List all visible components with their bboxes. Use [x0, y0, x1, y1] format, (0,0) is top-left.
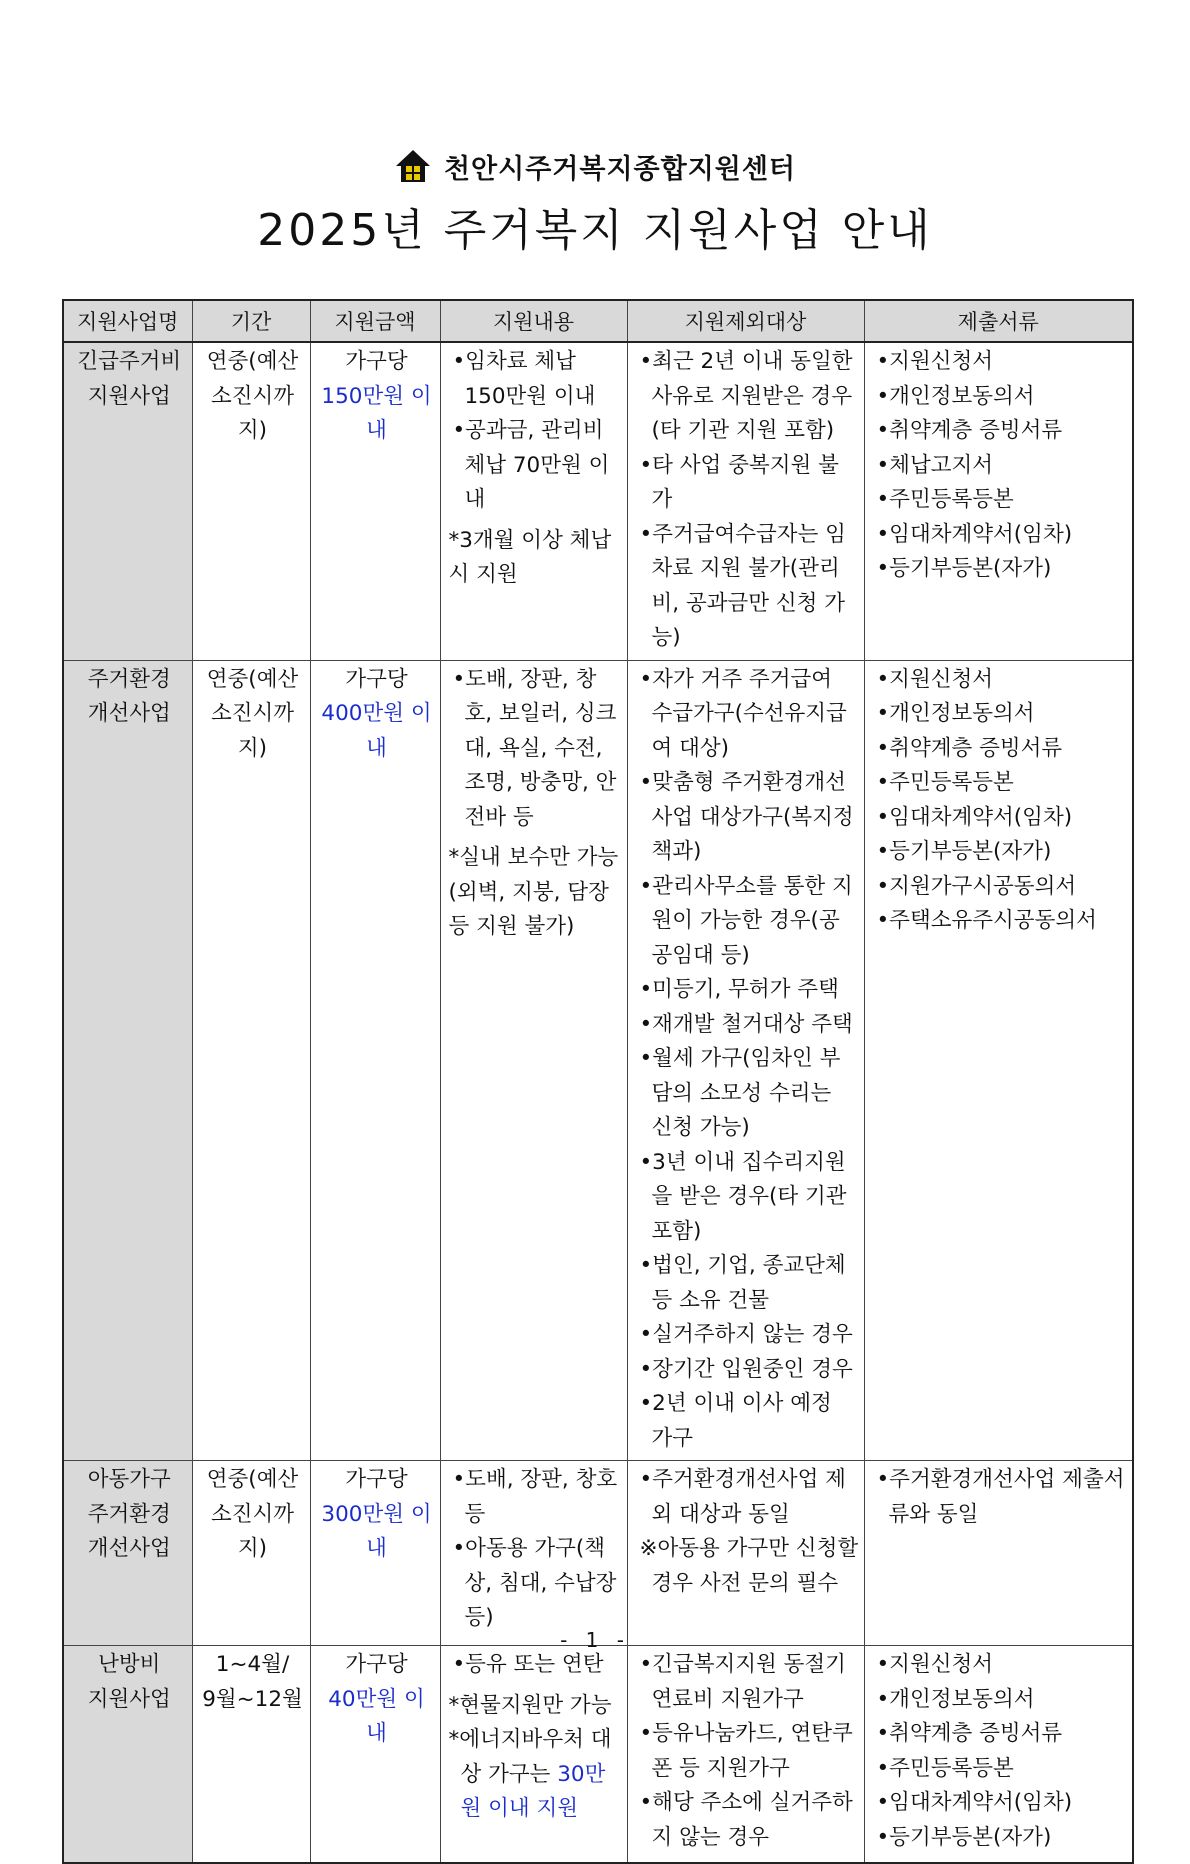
- exclusion-item: •미등기, 무허가 주택: [639, 977, 839, 1002]
- period-cell: [192, 342, 310, 660]
- exclusion-item: •해당 주소에 실거주하지 않는 경우: [639, 1790, 853, 1850]
- column-header: 지원내용: [440, 300, 627, 342]
- exclusion-item: •주거급여수급자는 임차료 지원 불가(관리비, 공과금만 신청 가능): [639, 521, 846, 650]
- amount-prefix: 가구당: [345, 666, 408, 692]
- amount-cell: [310, 1461, 440, 1646]
- exclusion-item: ※아동용 가구만 신청할 경우 사전 문의 필수: [639, 1536, 859, 1596]
- page-number: - 1 -: [560, 1628, 630, 1652]
- content-note: *현물지원만 가능: [448, 1692, 612, 1718]
- exclusion-item: •관리사무소를 통한 지원이 가능한 경우(공공임대 등): [639, 873, 853, 968]
- exclusion-item: •맞춤형 주거환경개선사업 대상가구(복지정책과): [639, 770, 854, 864]
- content-item: •도배, 장판, 창호 등: [452, 1467, 618, 1527]
- program-name-line: 아동가구: [87, 1467, 171, 1492]
- exclusion-cell: [627, 1461, 864, 1646]
- program-name-line: 난방비: [98, 1652, 161, 1677]
- center-line: [0, 146, 1190, 186]
- content-item: •공과금, 관리비 체납 70만원 이내: [452, 418, 610, 512]
- program-name-line: 주거환경: [87, 666, 171, 692]
- document-item: •개인정보동의서: [876, 701, 1035, 726]
- document-item: •개인정보동의서: [876, 383, 1035, 409]
- column-header: 지원사업명: [63, 300, 192, 342]
- period-line: 소진시까지): [210, 701, 295, 761]
- exclusion-item: •재개발 철거대상 주택: [639, 1011, 853, 1037]
- exclusion-item: •자가 거주 주거급여 수급가구(수선유지급여 대상): [639, 666, 847, 761]
- documents-cell: [864, 342, 1133, 660]
- document-item: •취약계층 증빙서류: [876, 1721, 1063, 1746]
- period-cell: [192, 660, 310, 1461]
- exclusion-item: •장기간 입원중인 경우: [639, 1356, 853, 1382]
- content-note: *실내 보수만 가능 (외벽, 지붕, 담장 등 지원 불가): [448, 845, 619, 939]
- program-name-line: 지원사업: [87, 1686, 171, 1712]
- exclusion-item: •긴급복지지원 동절기 연료비 지원가구: [639, 1652, 846, 1712]
- document-item: •주거환경개선사업 제출서류와 동일: [876, 1467, 1125, 1527]
- document-item: •임대차계약서(임차): [876, 1790, 1073, 1815]
- column-header: 기간: [192, 300, 310, 342]
- exclusion-item: •월세 가구(임차인 부담의 소모성 수리는 신청 가능): [639, 1046, 841, 1140]
- document-item: •등기부등본(자가): [876, 556, 1052, 581]
- content-item: •등유 또는 연탄: [452, 1652, 604, 1677]
- exclusion-item: •법인, 기업, 종교단체 등 소유 건물: [639, 1253, 846, 1313]
- exclusion-item: •등유나눔카드, 연탄쿠폰 등 지원가구: [639, 1721, 853, 1781]
- document-item: •취약계층 증빙서류: [876, 418, 1063, 443]
- program-name-line: 개선사업: [87, 1536, 171, 1561]
- table-row: [63, 660, 1133, 1461]
- content-item: •아동용 가구(책상, 침대, 수납장 등): [452, 1536, 617, 1630]
- period-cell: [192, 1461, 310, 1646]
- program-name-line: 긴급주거비: [77, 349, 182, 374]
- period-line: 연중(예산: [206, 666, 299, 692]
- amount-cell: [310, 660, 440, 1461]
- documents-cell: [864, 1646, 1133, 1863]
- period-line: 소진시까지): [210, 383, 295, 443]
- content-cell: [440, 1646, 627, 1863]
- house-icon: [394, 148, 432, 184]
- document-item: •임대차계약서(임차): [876, 521, 1073, 547]
- program-name: [63, 660, 192, 1461]
- exclusion-item: •실거주하지 않는 경우: [639, 1322, 853, 1347]
- document-item: •지원가구시공동의서: [876, 873, 1077, 899]
- document-item: •등기부등본(자가): [876, 1824, 1052, 1850]
- document-item: •체납고지서: [876, 452, 994, 478]
- document-item: •지원신청서: [876, 349, 994, 374]
- content-cell: [440, 342, 627, 660]
- period-cell: [192, 1646, 310, 1863]
- amount-prefix: 가구당: [345, 349, 408, 374]
- program-name: [63, 342, 192, 660]
- column-header: 지원금액: [310, 300, 440, 342]
- center-name: 천안시주거복지종합지원센터: [443, 153, 797, 185]
- exclusion-cell: [627, 1646, 864, 1863]
- amount-cell: [310, 1646, 440, 1863]
- table-row: [63, 1646, 1133, 1863]
- table-header-row: [63, 300, 1133, 342]
- program-name-line: 지원사업: [87, 383, 171, 409]
- exclusion-item: •2년 이내 이사 예정 가구: [639, 1391, 832, 1451]
- document-item: •취약계층 증빙서류: [876, 735, 1063, 761]
- documents-cell: [864, 660, 1133, 1461]
- document-item: •임대차계약서(임차): [876, 804, 1073, 830]
- amount-value: 300만원 이내: [321, 1501, 432, 1561]
- exclusion-item: •3년 이내 집수리지원을 받은 경우(타 기관 포함): [639, 1149, 847, 1244]
- content-note: [449, 1723, 622, 1827]
- column-header: 지원제외대상: [627, 300, 864, 342]
- amount-value: 150만원 이내: [321, 383, 432, 443]
- amount-prefix: 가구당: [345, 1467, 408, 1492]
- content-note: *3개월 이상 체납 시 지원: [448, 527, 612, 587]
- program-name-line: 주거환경: [87, 1501, 171, 1527]
- documents-cell: [864, 1461, 1133, 1646]
- amount-prefix: 가구당: [345, 1652, 408, 1677]
- document-item: •등기부등본(자가): [876, 839, 1052, 864]
- program-name: [63, 1461, 192, 1646]
- document-item: •개인정보동의서: [876, 1686, 1035, 1712]
- table-row: [63, 342, 1133, 660]
- document-item: •주택소유주시공동의서: [876, 908, 1097, 933]
- exclusion-item: •타 사업 중복지원 불가: [639, 452, 839, 512]
- content-cell: [440, 1461, 627, 1646]
- document-item: •지원신청서: [876, 1652, 994, 1677]
- document-item: •주민등록등본: [876, 1755, 1014, 1781]
- program-name-line: 개선사업: [87, 701, 171, 726]
- period-line: 연중(예산: [206, 1467, 299, 1492]
- document-title: 2025년 주거복지 지원사업 안내: [257, 205, 933, 256]
- exclusion-cell: [627, 342, 864, 660]
- column-header: 제출서류: [864, 300, 1133, 342]
- document-item: •주민등록등본: [876, 487, 1014, 512]
- document-item: •지원신청서: [876, 666, 994, 692]
- content-item: •임차료 체납 150만원 이내: [452, 349, 596, 409]
- content-cell: [440, 660, 627, 1461]
- document-header: [0, 146, 1190, 186]
- amount-value: 400만원 이내: [321, 701, 432, 761]
- table-row: [63, 1461, 1133, 1646]
- amount-cell: [310, 342, 440, 660]
- exclusion-cell: [627, 660, 864, 1461]
- content-note-amount: 30만원 이내 지원: [460, 1761, 606, 1821]
- period-line: 연중(예산: [206, 349, 299, 374]
- period-line: 소진시까지): [210, 1501, 295, 1561]
- exclusion-item: •주거환경개선사업 제외 대상과 동일: [639, 1467, 846, 1527]
- exclusion-item: •최근 2년 이내 동일한 사유로 지원받은 경우 (타 기관 지원 포함): [639, 349, 853, 443]
- period-line: 1~4월/: [215, 1652, 290, 1677]
- content-item: •도배, 장판, 창호, 보일러, 싱크대, 욕실, 수전, 조명, 방충망, 안전바 등: [452, 666, 617, 830]
- program-name: [63, 1646, 192, 1863]
- document-item: •주민등록등본: [876, 770, 1014, 795]
- content-note-text: *에너지바우처 대상 가구는: [448, 1727, 612, 1787]
- amount-value: 40만원 이내: [328, 1686, 425, 1746]
- period-line: 9월~12월: [202, 1686, 303, 1712]
